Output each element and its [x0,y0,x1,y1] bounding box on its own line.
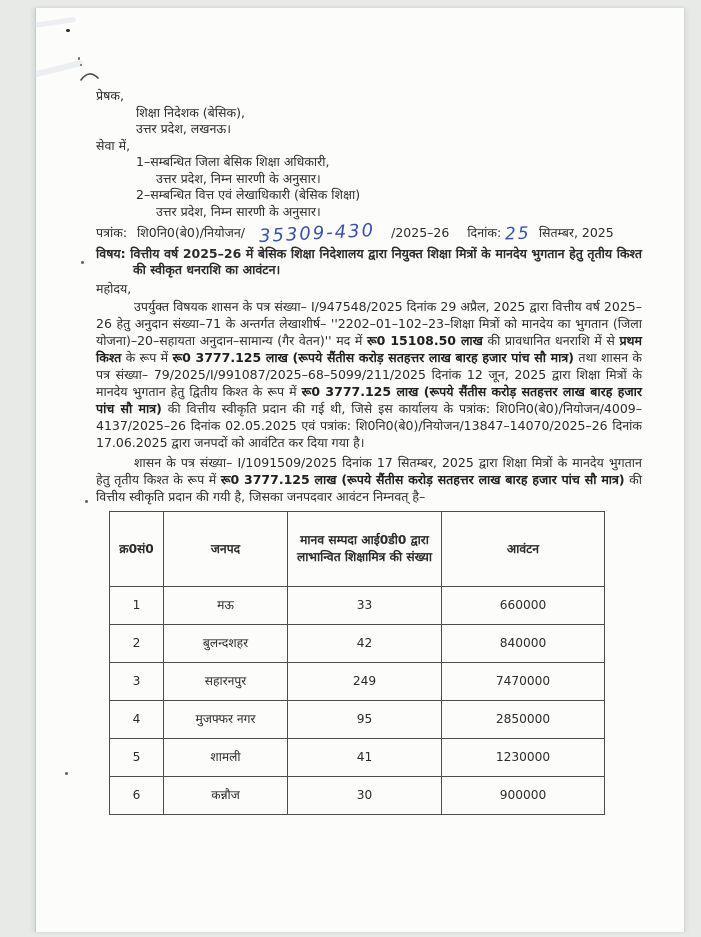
allocation-cell: 660000 [442,587,605,625]
sender-line-place: उत्तर प्रदेश, लखनऊ। [136,121,231,136]
recipient-item-2-line2: उत्तर प्रदेश, निम्न सारणी के अनुसार। [156,203,321,219]
serial-cell: 3 [110,663,164,701]
document-page [35,8,685,932]
table-row [110,739,605,777]
ink-dot [66,29,70,32]
subject-text: वित्तीय वर्ष 2025–26 में बेसिक शिक्षा निदेशालय द्वारा नियुक्त शिक्षा मित्रों के मानदेय भुगतान हेतु तृतीय किश्त की स्वीकृत धनराशि का आवंटन। [130,245,642,277]
header-allocation: आवंटन [442,512,605,587]
handwritten-date-day: 25 [504,223,532,245]
letter-content [96,88,642,815]
emphasized-amount-text: रू0 15108.50 लाख [366,333,483,348]
recipient-item-1-line2: उत्तर प्रदेश, निम्न सारणी के अनुसार। [156,170,321,186]
district-cell: शामली [164,739,288,777]
emphasized-amount-text: रू0 3777.125 लाख (रूपये सैंतीस करोड़ सतहत्तर लाख बारह हजार पांच सौ मात्र) [220,472,625,487]
allocation-cell: 840000 [442,625,605,663]
table-row [110,777,605,815]
allocation-table [109,511,605,815]
allocation-cell: 900000 [442,777,605,815]
serial-cell: 4 [110,701,164,739]
district-cell: बुलन्दशहर [164,625,288,663]
allocation-cell: 1230000 [442,739,605,777]
reference-office-code: शि0नि0(बे0)/नियोजन/ [137,225,246,240]
scan-smudge [30,60,84,79]
emphasized-amount-text: रू0 3777.125 लाख (रूपये सैंतीस करोड़ सतहत्तर लाख बारह हजार पांच सौ मात्र) [96,384,642,416]
header-serial: क्र0सं0 [110,512,164,587]
body-paragraph-2 [96,454,642,505]
count-cell: 42 [288,625,442,663]
margin-dot [65,772,68,775]
serial-cell: 6 [110,777,164,815]
sender-label: प्रेषक, [96,88,124,103]
subject-label: विषय: [96,245,126,261]
margin-dot [81,261,84,264]
serial-cell: 2 [110,625,164,663]
count-cell: 249 [288,663,442,701]
recipient-label: सेवा में, [96,137,131,153]
table-row [110,663,605,701]
sender-line-designation: शिक्षा निदेशक (बेसिक), [136,104,245,120]
header-beneficiary-count: मानव सम्पदा आई0डी0 द्वारा लाभान्वित शिक्षामित्र की संख्या [288,512,442,587]
ink-speck [80,64,82,66]
sender-block [96,88,642,138]
reference-line [96,219,642,248]
reference-label: पत्रांक: [96,225,128,240]
reference-date-label: दिनांक: [467,225,502,240]
reference-date-rest: सितम्बर, 2025 [538,225,614,240]
handwritten-dispatch-number: 35309-430 [258,219,376,248]
serial-cell: 5 [110,739,164,777]
margin-dot [85,500,88,503]
serial-cell: 1 [110,587,164,625]
paragraph-text: की प्रावधानित धनराशि में से [482,333,620,348]
paragraph-text: शासन के पत्र संख्या– I/1091509/2025 दिनांक 17 सितम्बर, 2025 द्वारा शिक्षा मित्रों के मानदेय भुगतान हेतु तृतीय किश्त के रूप में [96,455,642,487]
pen-arc-mark [80,70,100,82]
scan-smudge [32,17,76,28]
count-cell: 33 [288,587,442,625]
district-cell: मऊ [164,587,288,625]
table-row [110,701,605,739]
ink-speck [78,57,80,60]
allocation-table-body [110,587,605,815]
paragraph-text: उपर्युक्त विषयक शासन के पत्र संख्या– I/947548/2025 दिनांक 29 अप्रैल, 2025 द्वारा वित्तीय वर्ष 2025–26 हेतु अनुदान संख्या–71 के अन्तर्गत लेखाशीर्ष– ''2202–01–102–23–शिक्षा मित्रों को मानदेय का भुगतान (जिला योजना)–20–सहायता अनुदान–सामान्य (गैर वेतन)'' मद में [96,299,642,348]
recipient-item-2-line1: 2–सम्बन्धित वित्त एवं लेखाधिकारी (बेसिक शिक्षा) [136,187,361,202]
paragraph-text: की वित्तीय स्वीकृति प्रदान की गयी है, जिसका जनपदवार आवंटन निम्नवत् है– [96,472,642,504]
reference-year-suffix: /2025–26 [391,225,450,240]
table-row [110,587,605,625]
paragraph-text: की वित्तीय स्वीकृति प्रदान की गई थी, जिसे इस कार्यालय के पत्रांक: शि0नि0(बे0)/नियोजन/4009–4137/2025–26 दिनांक 02.05.2025 एवं पत्रांक: शि0नि0(बे0)/नियोजन/13847–14070/2025–26 दिनांक 17.06.2025 द्वारा जनपदों को आवंटित कर दिया गया है। [96,401,642,450]
table-header-row [110,512,605,587]
subject-line [96,246,642,279]
table-row [110,625,605,663]
district-cell: मुजफ्फर नगर [164,701,288,739]
body-paragraph-1 [96,298,642,451]
allocation-cell: 7470000 [442,663,605,701]
district-cell: कन्नौज [164,777,288,815]
count-cell: 95 [288,701,442,739]
emphasized-amount-text: रू0 3777.125 लाख (रूपये सैंतीस करोड़ सतहत्तर लाख बारह हजार पांच सौ मात्र) [172,350,574,365]
count-cell: 30 [288,777,442,815]
allocation-cell: 2850000 [442,701,605,739]
salutation: महोदय, [96,280,132,296]
paragraph-text: तथा शासन के पत्र संख्या– 79/2025/I/991087/2025–68–5099/211/2025 दिनांक 12 जून, 2025 द्वारा शिक्षा मित्रों के मानदेय भुगतान हेतु द्वितीय किश्त के रूप में [96,350,643,399]
district-cell: सहारनपुर [164,663,288,701]
recipient-item-1-line1: 1–सम्बन्धित जिला बेसिक शिक्षा अधिकारी, [136,154,330,169]
count-cell: 41 [288,739,442,777]
paragraph-text: के रूप में [121,350,173,365]
recipient-block [96,138,642,221]
header-district: जनपद [164,512,288,587]
emphasized-amount-text: प्रथम किश्त [96,333,643,365]
